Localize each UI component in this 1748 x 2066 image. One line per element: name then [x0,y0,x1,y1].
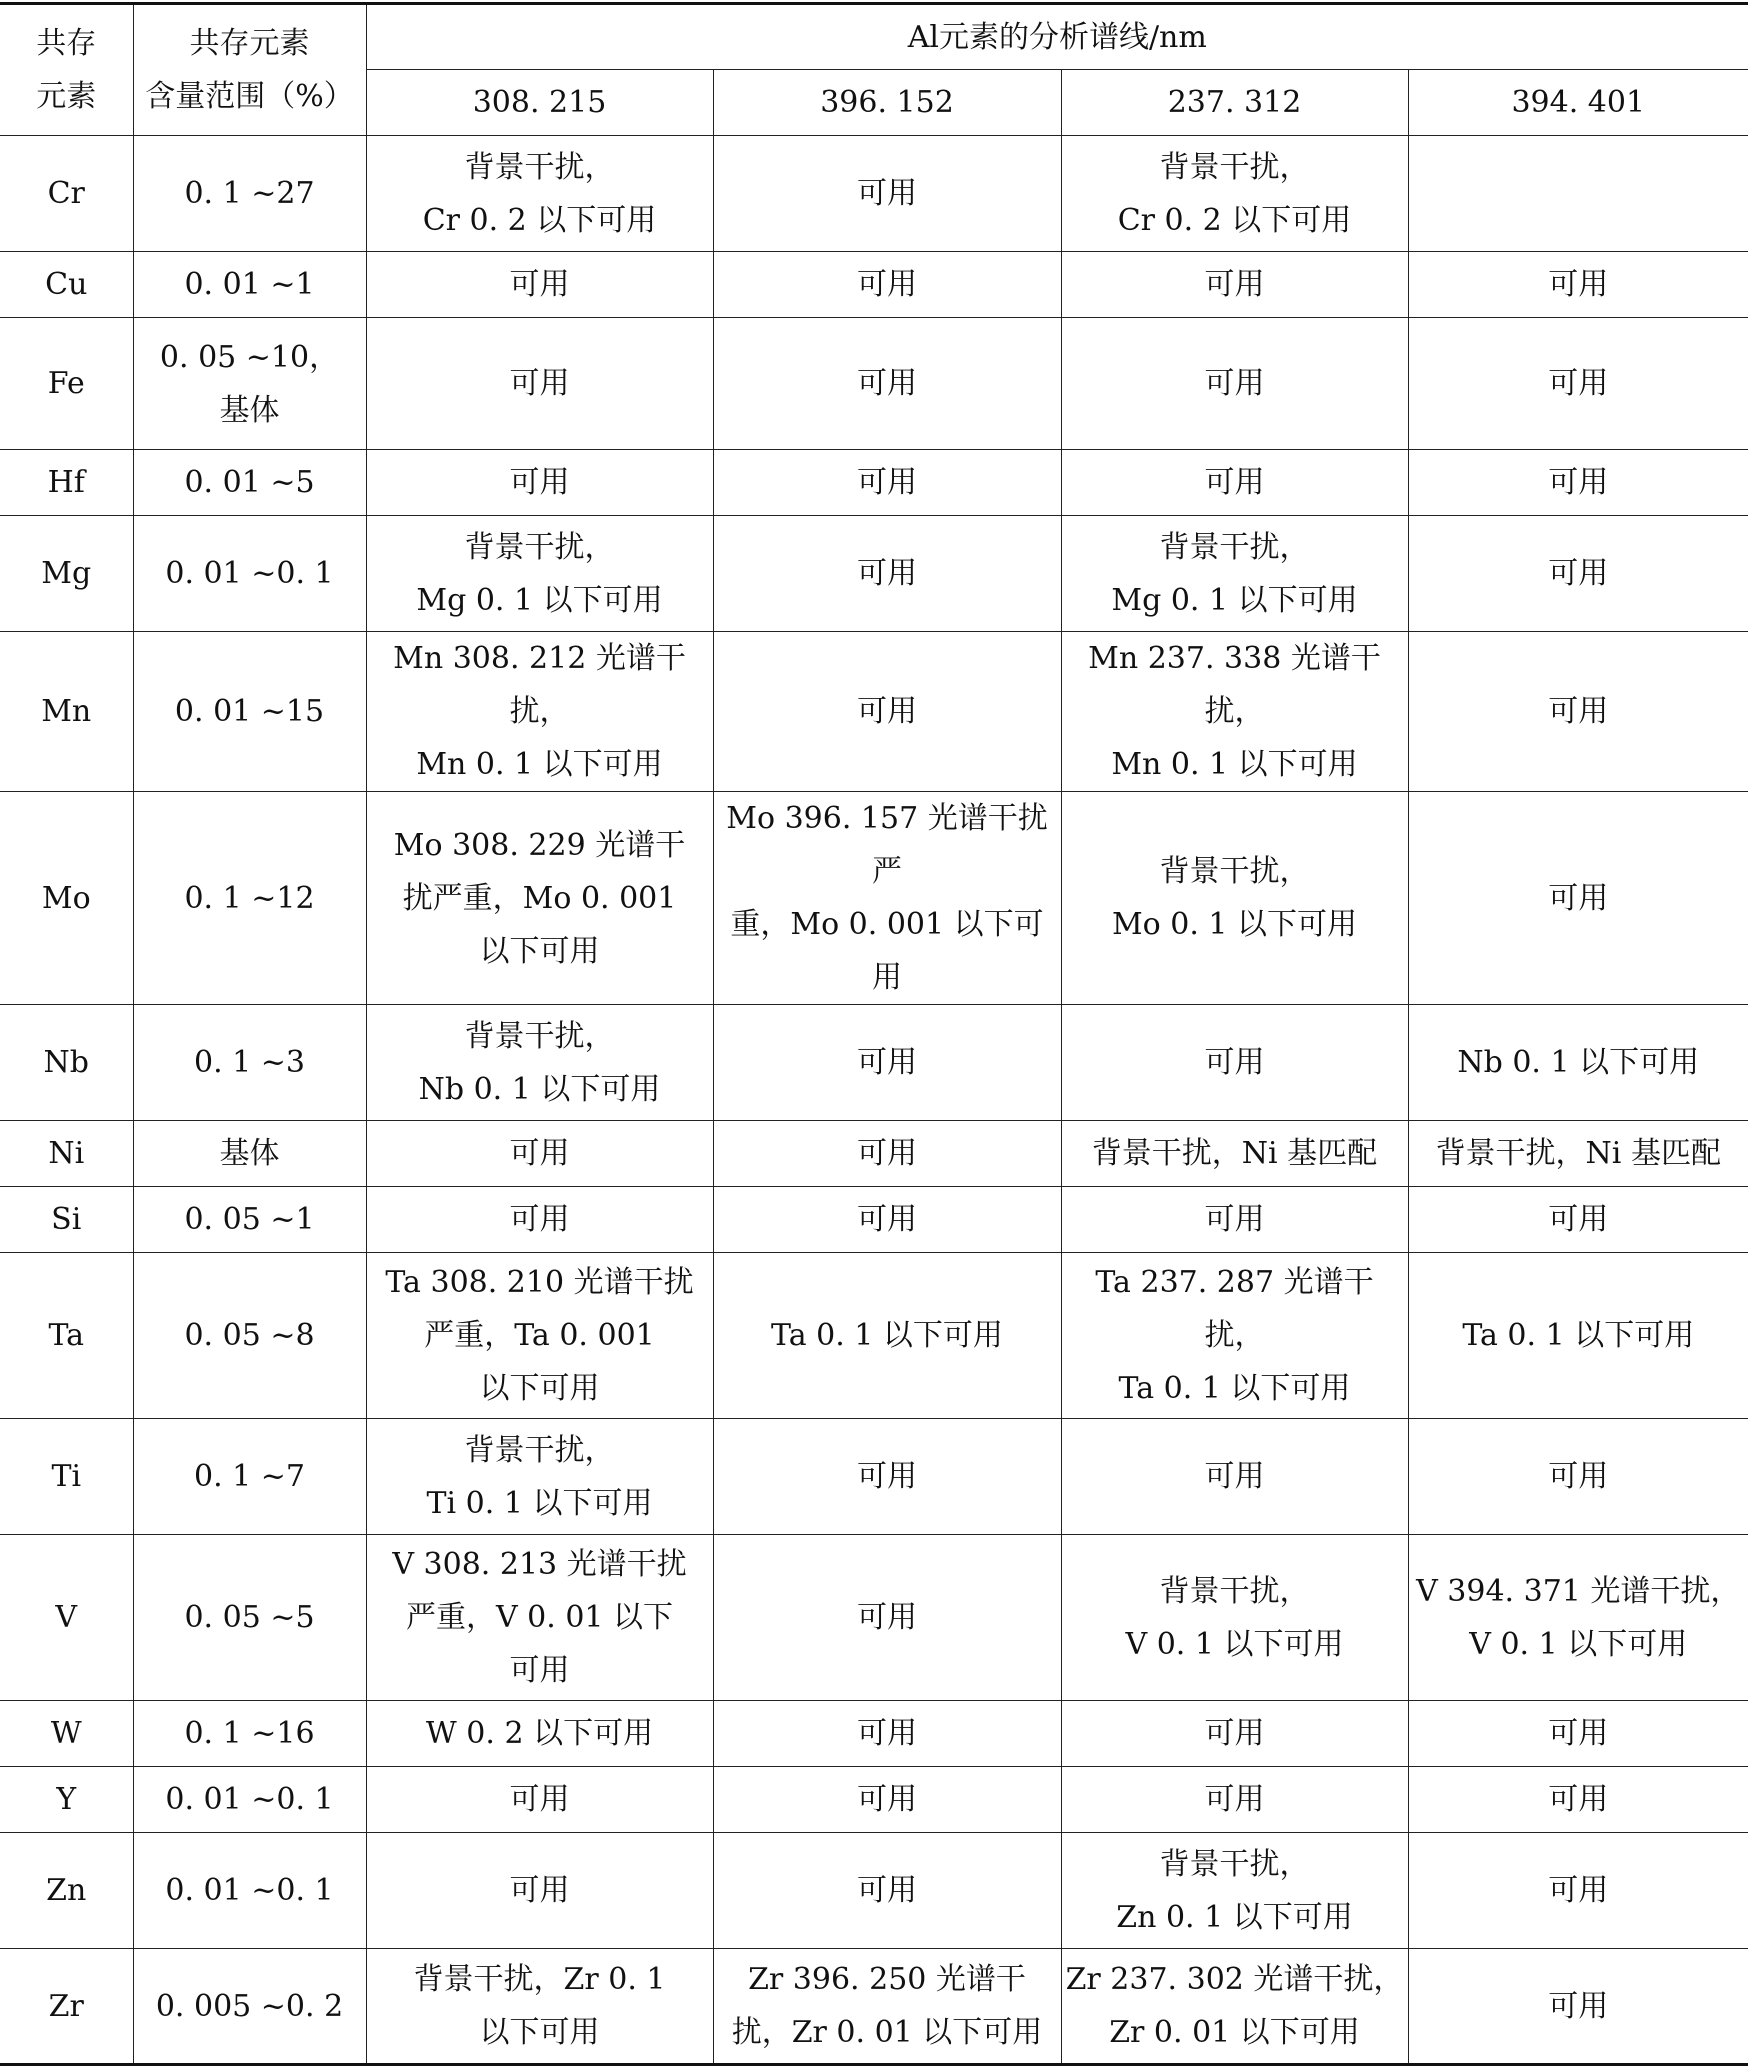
table-row [0,450,1748,516]
element-cell: Fe [0,318,133,450]
line-3-cell: 可用 [1061,1419,1408,1535]
content-range-cell: 0. 01 ~0. 1 [133,1833,366,1949]
table-row [0,1767,1748,1833]
element-cell: W [0,1701,133,1767]
element-cell: Mo [0,792,133,1005]
line-2-cell: 可用 [713,252,1061,318]
line-3-cell: 可用 [1061,252,1408,318]
line-1-cell: 可用 [366,1833,713,1949]
line-1-cell: W 0. 2 以下可用 [366,1701,713,1767]
line-4-cell: 可用 [1408,1701,1748,1767]
table-row [0,516,1748,632]
element-cell: Zr [0,1949,133,2065]
header-wavelength-4: 394. 401 [1408,70,1748,136]
content-range-cell: 0. 1 ~27 [133,136,366,252]
line-1-cell: 可用 [366,252,713,318]
table-row [0,136,1748,252]
content-range-cell: 0. 05 ~8 [133,1253,366,1419]
line-2-cell: 可用 [713,136,1061,252]
header-wavelength-2: 396. 152 [713,70,1061,136]
line-3-cell: 背景干扰，Ni 基匹配 [1061,1121,1408,1187]
line-4-cell: 可用 [1408,1767,1748,1833]
line-4-cell [1408,136,1748,252]
line-4-cell: 可用 [1408,792,1748,1005]
line-3-cell: 可用 [1061,1005,1408,1121]
element-cell: V [0,1535,133,1701]
line-1-cell: Mo 308. 229 光谱干 扰严重，Mo 0. 001 以下可用 [366,792,713,1005]
line-4-cell: 可用 [1408,1833,1748,1949]
table-row [0,632,1748,792]
content-range-cell: 0. 01 ~0. 1 [133,1767,366,1833]
line-2-cell: 可用 [713,1005,1061,1121]
element-cell: Nb [0,1005,133,1121]
line-2-cell: Ta 0. 1 以下可用 [713,1253,1061,1419]
line-4-cell: 可用 [1408,450,1748,516]
line-3-cell: 背景干扰， Zn 0. 1 以下可用 [1061,1833,1408,1949]
element-cell: Ti [0,1419,133,1535]
table-row [0,252,1748,318]
line-1-cell: 可用 [366,318,713,450]
line-3-cell: Mn 237. 338 光谱干扰， Mn 0. 1 以下可用 [1061,632,1408,792]
line-4-cell: 可用 [1408,632,1748,792]
element-cell: Zn [0,1833,133,1949]
table-row [0,1833,1748,1949]
element-cell: Si [0,1187,133,1253]
content-range-cell: 0. 05 ~5 [133,1535,366,1701]
line-3-cell: 可用 [1061,318,1408,450]
line-3-cell: 背景干扰， Mo 0. 1 以下可用 [1061,792,1408,1005]
content-range-cell: 0. 1 ~3 [133,1005,366,1121]
content-range-cell: 0. 01 ~1 [133,252,366,318]
table-row [0,1949,1748,2065]
line-1-cell: 可用 [366,1767,713,1833]
element-cell: Cr [0,136,133,252]
line-4-cell: 背景干扰，Ni 基匹配 [1408,1121,1748,1187]
header-wavelength-1: 308. 215 [366,70,713,136]
content-range-cell: 0. 01 ~0. 1 [133,516,366,632]
header-wavelength-3: 237. 312 [1061,70,1408,136]
line-3-cell: Zr 237. 302 光谱干扰， Zr 0. 01 以下可用 [1061,1949,1408,2065]
content-range-cell: 0. 05 ~10， 基体 [133,318,366,450]
header-content-range: 共存元素 含量范围（%） [133,4,366,136]
line-1-cell: 背景干扰， Nb 0. 1 以下可用 [366,1005,713,1121]
line-4-cell: 可用 [1408,1419,1748,1535]
line-1-cell: Mn 308. 212 光谱干扰， Mn 0. 1 以下可用 [366,632,713,792]
line-2-cell: 可用 [713,516,1061,632]
line-2-cell: 可用 [713,632,1061,792]
table-row [0,1187,1748,1253]
content-range-cell: 0. 1 ~16 [133,1701,366,1767]
line-1-cell: 背景干扰， Ti 0. 1 以下可用 [366,1419,713,1535]
line-2-cell: 可用 [713,1833,1061,1949]
content-range-cell: 0. 1 ~12 [133,792,366,1005]
element-cell: Ta [0,1253,133,1419]
header-coexisting-element: 共存 元素 [0,4,133,136]
line-4-cell: 可用 [1408,1949,1748,2065]
line-3-cell: 背景干扰， V 0. 1 以下可用 [1061,1535,1408,1701]
line-3-cell: 可用 [1061,1187,1408,1253]
interference-table [0,2,1748,2066]
line-3-cell: 可用 [1061,1767,1408,1833]
line-4-cell: 可用 [1408,516,1748,632]
line-2-cell: Zr 396. 250 光谱干 扰，Zr 0. 01 以下可用 [713,1949,1061,2065]
line-2-cell: 可用 [713,1535,1061,1701]
line-4-cell: Nb 0. 1 以下可用 [1408,1005,1748,1121]
line-3-cell: 背景干扰， Cr 0. 2 以下可用 [1061,136,1408,252]
line-1-cell: 可用 [366,1187,713,1253]
line-2-cell: 可用 [713,1767,1061,1833]
table-row [0,1121,1748,1187]
line-2-cell: 可用 [713,1701,1061,1767]
line-1-cell: 可用 [366,450,713,516]
line-3-cell: 可用 [1061,450,1408,516]
table-row [0,792,1748,1005]
line-4-cell: V 394. 371 光谱干扰， V 0. 1 以下可用 [1408,1535,1748,1701]
element-cell: Cu [0,252,133,318]
line-1-cell: Ta 308. 210 光谱干扰 严重，Ta 0. 001 以下可用 [366,1253,713,1419]
line-2-cell: 可用 [713,1187,1061,1253]
line-4-cell: 可用 [1408,1187,1748,1253]
element-cell: Hf [0,450,133,516]
line-1-cell: 可用 [366,1121,713,1187]
table-row [0,318,1748,450]
content-range-cell: 0. 01 ~15 [133,632,366,792]
table-body [0,4,1748,2065]
line-4-cell: Ta 0. 1 以下可用 [1408,1253,1748,1419]
line-2-cell: 可用 [713,450,1061,516]
line-3-cell: 背景干扰， Mg 0. 1 以下可用 [1061,516,1408,632]
element-cell: Y [0,1767,133,1833]
line-3-cell: 可用 [1061,1701,1408,1767]
element-cell: Mg [0,516,133,632]
header-al-lines-group: Al元素的分析谱线/nm [366,4,1748,70]
line-2-cell: 可用 [713,1121,1061,1187]
table-row [0,1535,1748,1701]
line-4-cell: 可用 [1408,252,1748,318]
content-range-cell: 基体 [133,1121,366,1187]
content-range-cell: 0. 005 ~0. 2 [133,1949,366,2065]
content-range-cell: 0. 05 ~1 [133,1187,366,1253]
line-1-cell: 背景干扰，Zr 0. 1 以下可用 [366,1949,713,2065]
table-row [0,1253,1748,1419]
table-row [0,1419,1748,1535]
element-cell: Ni [0,1121,133,1187]
line-1-cell: 背景干扰， Mg 0. 1 以下可用 [366,516,713,632]
line-3-cell: Ta 237. 287 光谱干扰， Ta 0. 1 以下可用 [1061,1253,1408,1419]
content-range-cell: 0. 1 ~7 [133,1419,366,1535]
line-2-cell: Mo 396. 157 光谱干扰严 重，Mo 0. 001 以下可用 [713,792,1061,1005]
line-4-cell: 可用 [1408,318,1748,450]
line-2-cell: 可用 [713,318,1061,450]
table-row [0,1005,1748,1121]
line-2-cell: 可用 [713,1419,1061,1535]
element-cell: Mn [0,632,133,792]
line-1-cell: 背景干扰， Cr 0. 2 以下可用 [366,136,713,252]
table-row [0,1701,1748,1767]
header-row-1 [0,4,1748,70]
content-range-cell: 0. 01 ~5 [133,450,366,516]
line-1-cell: V 308. 213 光谱干扰 严重，V 0. 01 以下 可用 [366,1535,713,1701]
